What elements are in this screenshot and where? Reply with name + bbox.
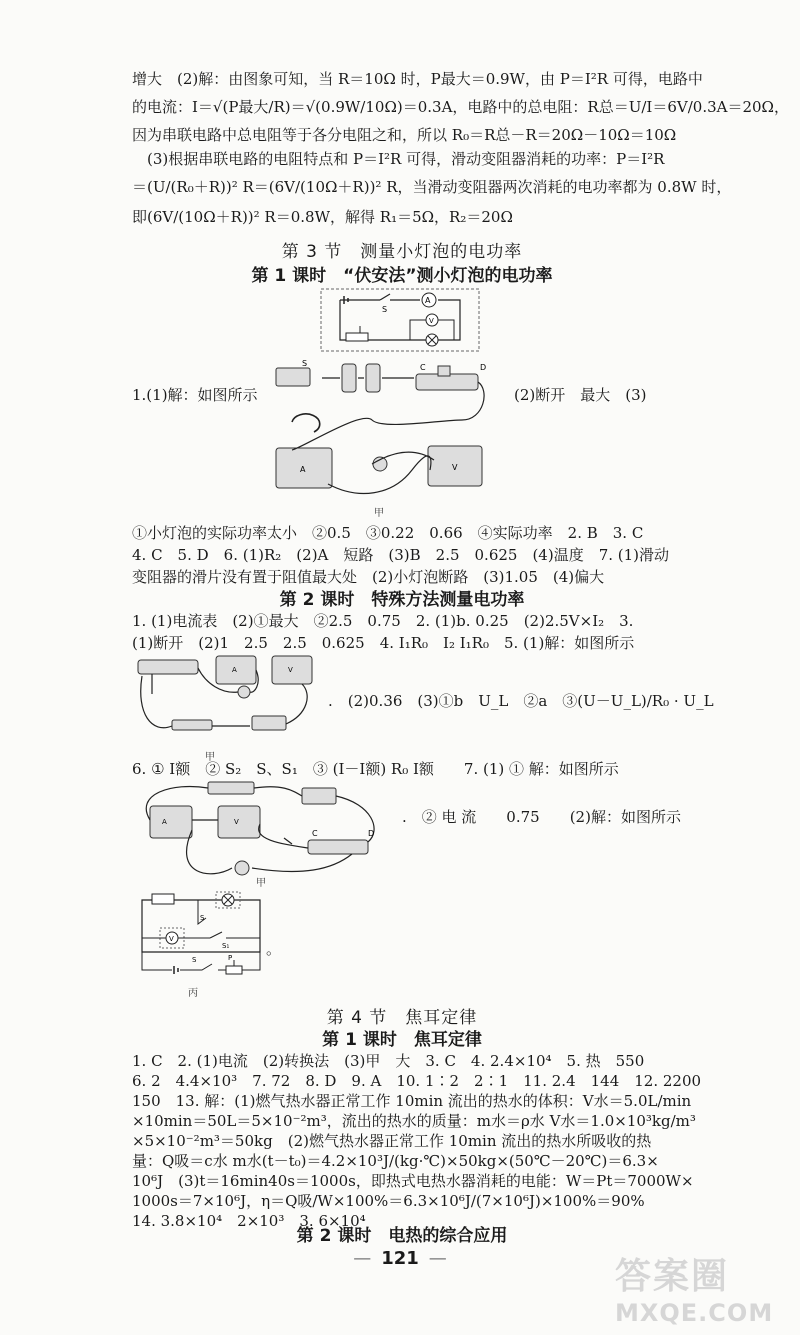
watermark-bottom: MXQE.COM [615,1299,774,1327]
circuit-apparatus-figure [132,654,322,744]
text-line: 6. ① I额 ② S₂ S、S₁ ③ (I－I额) R₀ I额 7. (1) ① 解：如图所示 [132,760,619,778]
text-line: (3)根据串联电路的电阻特点和 P＝I²R 可得，滑动变阻器消耗的功率：P＝I²R [132,150,665,168]
question-text: 1.(1)解：如图所示 [132,386,258,404]
circuit-diagram-voltammetry [320,288,480,352]
svg-text:V: V [288,666,293,674]
lesson-title: 第 1 课时 焦耳定律 [322,1030,482,1050]
section-title: 第 4 节 焦耳定律 [326,1008,478,1028]
svg-text:V: V [429,317,434,325]
svg-text:S: S [200,914,205,922]
text-line: 1000s＝7×10⁶J，η＝Q吸/W×100%＝6.3×10⁶J/(7×10⁶J)×100%＝90% [132,1192,645,1210]
text-line: (1)断开 (2)1 2.5 2.5 0.625 4. I₁R₀ I₂ I₁R₀ 5. (1)解：如图所示 [132,634,635,652]
figure-caption: 甲 [205,752,215,763]
text-line: ＝(U/(R₀＋R))² R＝(6V/(10Ω＋R))² R，当滑动变阻器两次消耗的电功率都为 0.8W 时， [132,178,732,196]
circuit-diagram-special-method [132,890,272,978]
figure-caption: 甲 [256,878,266,889]
lesson-title: 第 1 课时 “伏安法”测小灯泡的电功率 [251,266,553,286]
lesson-title: 第 2 课时 电热的综合应用 [296,1226,508,1246]
svg-text:C: C [312,829,318,838]
question-text: . ② 电 流 0.75 (2)解：如图所示 [402,808,681,826]
text-line: 1. C 2. (1)电流 (2)转换法 (3)甲 大 3. C 4. 2.4×10⁴ 5. 热 550 [132,1052,645,1070]
text-line: 14. 3.8×10⁴ 2×10³ 3. 6×10⁴ [132,1212,366,1230]
section-title: 第 3 节 测量小灯泡的电功率 [281,242,523,262]
page-number: — 121 — [0,1248,800,1269]
question-text: (2)断开 最大 (3) [514,386,647,404]
question-text: . (2)0.36 (3)①b U_L ②a ③(U－U_L)/R₀ · U_L [328,692,714,710]
text-line: 10⁶J (3)t＝16min40s＝1000s，即热式电热水器消耗的电能：W＝Pt＝7000W× [132,1172,694,1190]
text-line: 增大 (2)解：由图象可知，当 R＝10Ω 时，P最大＝0.9W，由 P＝I²R 可得，电路中 [132,70,703,88]
svg-text:V: V [169,935,174,943]
svg-text:S: S [382,305,388,314]
text-line: 6. 2 4.4×10³ 7. 72 8. D 9. A 10. 1∶2 2∶1 11. 2.4 144 12. 2200 [132,1072,702,1090]
text-line: 4. C 5. D 6. (1)R₂ (2)A 短路 (3)B 2.5 0.625 (4)温度 7. (1)滑动 [132,546,670,564]
svg-text:S: S [192,956,197,964]
period-mark: 。 [266,940,282,958]
text-line: 因为串联电路中总电阻等于各分电阻之和，所以 R₀＝R总－R＝20Ω－10Ω＝10Ω [132,126,677,144]
watermark-logo [615,1248,790,1328]
svg-text:A: A [162,818,167,826]
text-line: 即(6V/(10Ω＋R))² R＝0.8W，解得 R₁＝5Ω，R₂＝20Ω [132,208,513,226]
text-line: 量：Q吸＝c水 m水(t－t₀)＝4.2×10³J/(kg·℃)×50kg×(50℃－20℃)＝6.3× [132,1152,659,1170]
text-line: ×10min＝50L＝5×10⁻²m³，流出的热水的质量：m水＝ρ水 V水＝1.0×10³kg/m³ [132,1112,696,1130]
lesson-title: 第 2 课时 特殊方法测量电功率 [279,590,525,610]
circuit-apparatus-figure [132,780,392,884]
svg-text:A: A [425,296,431,305]
text-line: 变阻器的滑片没有置于阻值最大处 (2)小灯泡断路 (3)1.05 (4)偏大 [132,568,605,586]
svg-text:P: P [228,954,233,962]
svg-text:D: D [368,829,375,838]
svg-text:A: A [300,465,306,474]
text-line: 150 13. 解：(1)燃气热水器正常工作 10min 流出的热水的体积：V水＝5.0L/min [132,1092,692,1110]
circuit-apparatus-figure [262,360,494,508]
text-line: ×5×10⁻²m³＝50kg (2)燃气热水器正常工作 10min 流出的热水所吸收的热 [132,1132,652,1150]
svg-text:S: S [302,359,308,368]
text-line: ①小灯泡的实际功率太小 ②0.5 ③0.22 0.66 ④实际功率 2. B 3. C [132,524,644,542]
svg-text:A: A [232,666,237,674]
text-line: 的电流：I＝√(P最大/R)＝√(0.9W/10Ω)＝0.3A，电路中的总电阻：R总＝U/I＝6V/0.3A＝20Ω， [132,98,789,116]
figure-caption: 甲 [374,508,384,519]
figure-caption: 丙 [188,988,198,999]
svg-text:D: D [480,363,487,372]
svg-text:V: V [234,818,239,826]
text-line: 1. (1)电流表 (2)①最大 ②2.5 0.75 2. (1)b. 0.25 (2)2.5V×I₂ 3. [132,612,634,630]
svg-text:V: V [452,463,458,472]
svg-text:S₁: S₁ [222,942,230,950]
svg-text:C: C [420,363,426,372]
watermark-top: 答案圈 [615,1256,730,1297]
